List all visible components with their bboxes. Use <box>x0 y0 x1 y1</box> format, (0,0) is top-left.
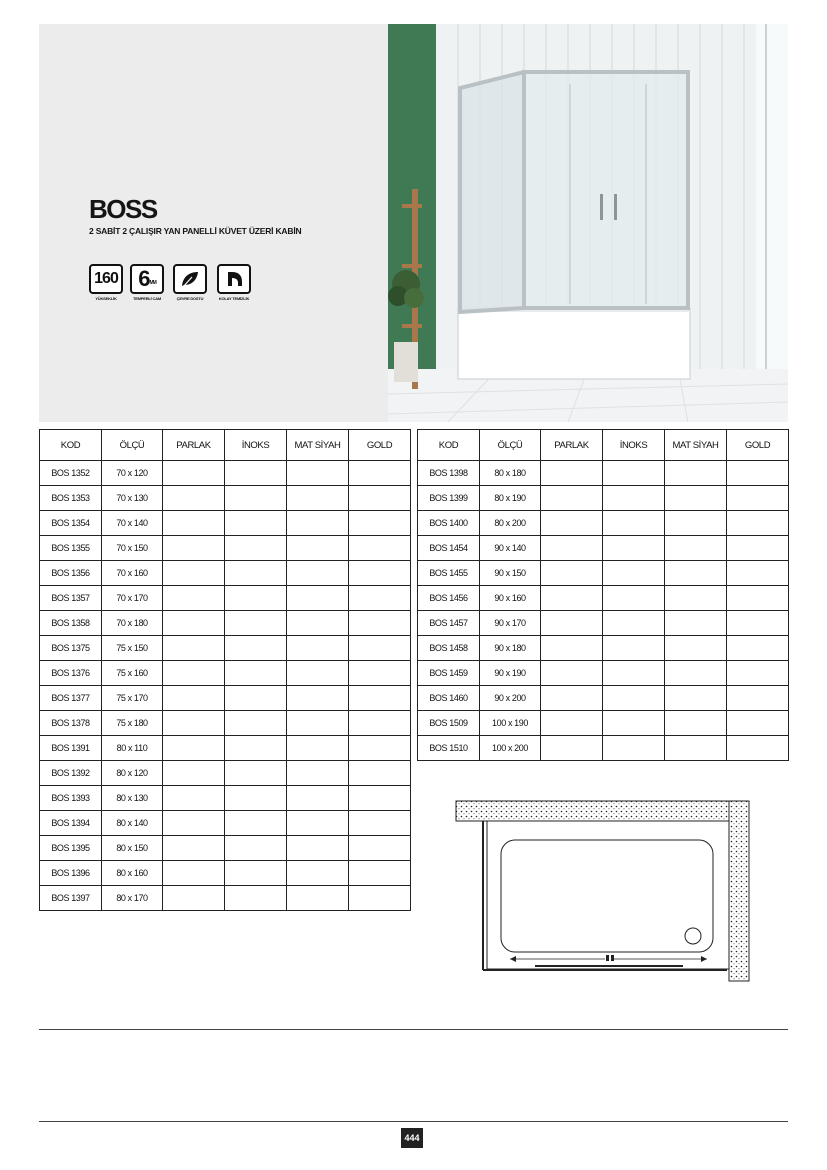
cell-gold <box>727 561 789 586</box>
table-row <box>40 586 411 611</box>
cell-olcu: 80 x 200 <box>480 511 541 536</box>
cell-gold <box>727 611 789 636</box>
table-row <box>418 661 789 686</box>
cell-olcu: 80 x 140 <box>102 811 163 836</box>
cell-olcu: 80 x 150 <box>102 836 163 861</box>
cell-gold <box>727 536 789 561</box>
cell-mat-siyah <box>287 611 349 636</box>
table-row <box>418 486 789 511</box>
cell-kod: BOS 1455 <box>418 561 480 586</box>
cell-parlak <box>541 561 603 586</box>
cell-parlak <box>163 611 225 636</box>
cell-kod: BOS 1395 <box>40 836 102 861</box>
cell-parlak <box>163 711 225 736</box>
cell-parlak <box>163 861 225 886</box>
cell-parlak <box>541 536 603 561</box>
cell-parlak <box>163 561 225 586</box>
cell-olcu: 80 x 110 <box>102 736 163 761</box>
cell-mat-siyah <box>665 461 727 486</box>
col-header-parlak: PARLAK <box>163 430 225 461</box>
cell-inoks <box>603 661 665 686</box>
cell-kod: BOS 1391 <box>40 736 102 761</box>
cell-olcu: 75 x 160 <box>102 661 163 686</box>
col-header-gold: GOLD <box>727 430 789 461</box>
table-row <box>418 686 789 711</box>
cell-parlak <box>163 836 225 861</box>
cell-parlak <box>163 486 225 511</box>
table-row <box>40 886 411 911</box>
product-title: BOSS <box>89 194 157 224</box>
cell-mat-siyah <box>287 861 349 886</box>
cell-gold <box>349 536 411 561</box>
cell-olcu: 80 x 130 <box>102 786 163 811</box>
table-row <box>40 461 411 486</box>
table-row <box>418 511 789 536</box>
cell-kod: BOS 1377 <box>40 686 102 711</box>
cell-gold <box>349 786 411 811</box>
cell-mat-siyah <box>287 511 349 536</box>
cell-gold <box>349 461 411 486</box>
col-header-olcu: ÖLÇÜ <box>480 430 541 461</box>
cell-mat-siyah <box>665 711 727 736</box>
cell-mat-siyah <box>665 636 727 661</box>
col-header-kod: KOD <box>40 430 102 461</box>
cell-parlak <box>163 661 225 686</box>
cell-kod: BOS 1357 <box>40 586 102 611</box>
cell-mat-siyah <box>287 761 349 786</box>
table-row <box>40 811 411 836</box>
cell-gold <box>727 461 789 486</box>
cell-kod: BOS 1356 <box>40 561 102 586</box>
cell-inoks <box>225 511 287 536</box>
cell-gold <box>727 686 789 711</box>
cell-gold <box>727 636 789 661</box>
badge-glass-unit: MM <box>149 280 156 286</box>
cell-kod: BOS 1376 <box>40 661 102 686</box>
cell-inoks <box>603 511 665 536</box>
cell-inoks <box>225 736 287 761</box>
cell-gold <box>349 861 411 886</box>
cell-mat-siyah <box>287 536 349 561</box>
cell-parlak <box>163 511 225 536</box>
cell-inoks <box>225 611 287 636</box>
cell-parlak <box>163 636 225 661</box>
badge-eco-caption: ÇEVRE DOSTU <box>176 296 204 301</box>
cell-inoks <box>603 561 665 586</box>
col-header-inoks: İNOKS <box>225 430 287 461</box>
cell-parlak <box>541 636 603 661</box>
cell-mat-siyah <box>287 736 349 761</box>
table-row <box>40 761 411 786</box>
cell-kod: BOS 1396 <box>40 861 102 886</box>
cell-olcu: 70 x 130 <box>102 486 163 511</box>
table-row <box>40 536 411 561</box>
table-row <box>40 661 411 686</box>
top-view-drawing <box>455 800 755 985</box>
cell-olcu: 80 x 170 <box>102 886 163 911</box>
cell-kod: BOS 1509 <box>418 711 480 736</box>
cell-mat-siyah <box>287 686 349 711</box>
cell-inoks <box>603 486 665 511</box>
table-row <box>40 836 411 861</box>
height-160-icon <box>89 264 123 304</box>
cell-mat-siyah <box>665 486 727 511</box>
cell-gold <box>349 811 411 836</box>
table-row <box>418 561 789 586</box>
cell-olcu: 80 x 160 <box>102 861 163 886</box>
cell-parlak <box>541 686 603 711</box>
cell-olcu: 70 x 170 <box>102 586 163 611</box>
cell-inoks <box>225 886 287 911</box>
cell-olcu: 70 x 180 <box>102 611 163 636</box>
cell-inoks <box>225 861 287 886</box>
cell-parlak <box>541 486 603 511</box>
cell-kod: BOS 1457 <box>418 611 480 636</box>
cell-parlak <box>163 536 225 561</box>
shower-cabin-illustration <box>388 24 788 422</box>
cell-olcu: 80 x 190 <box>480 486 541 511</box>
cell-kod: BOS 1352 <box>40 461 102 486</box>
cell-parlak <box>541 586 603 611</box>
cell-gold <box>349 611 411 636</box>
easy-clean-icon <box>217 264 251 304</box>
cell-inoks <box>225 761 287 786</box>
cell-mat-siyah <box>665 561 727 586</box>
cell-mat-siyah <box>287 461 349 486</box>
cell-gold <box>349 761 411 786</box>
table-row <box>40 736 411 761</box>
product-subtitle: 2 SABİT 2 ÇALIŞIR YAN PANELLİ KÜVET ÜZERİ KABİN <box>89 226 302 236</box>
cell-kod: BOS 1393 <box>40 786 102 811</box>
table-row <box>418 586 789 611</box>
cell-parlak <box>163 811 225 836</box>
cell-mat-siyah <box>287 886 349 911</box>
cell-kod: BOS 1398 <box>418 461 480 486</box>
table-row <box>418 636 789 661</box>
col-header-gold: GOLD <box>349 430 411 461</box>
cell-gold <box>727 711 789 736</box>
product-table-right <box>417 429 789 761</box>
cell-olcu: 75 x 170 <box>102 686 163 711</box>
cell-parlak <box>163 736 225 761</box>
cell-parlak <box>541 711 603 736</box>
table-row <box>40 611 411 636</box>
cell-inoks <box>225 586 287 611</box>
cell-inoks <box>225 661 287 686</box>
cell-kod: BOS 1378 <box>40 711 102 736</box>
cell-mat-siyah <box>665 686 727 711</box>
cell-kod: BOS 1456 <box>418 586 480 611</box>
cell-inoks <box>603 636 665 661</box>
cell-olcu: 90 x 200 <box>480 686 541 711</box>
cell-inoks <box>603 736 665 761</box>
cell-gold <box>349 661 411 686</box>
cell-inoks <box>225 836 287 861</box>
badge-glass-caption: TEMPERLİ CAM <box>132 296 162 301</box>
table-row <box>40 861 411 886</box>
cell-gold <box>349 886 411 911</box>
cell-inoks <box>225 486 287 511</box>
glass-6mm-icon <box>130 264 164 304</box>
table-row <box>40 561 411 586</box>
cell-kod: BOS 1397 <box>40 886 102 911</box>
table-row <box>418 536 789 561</box>
badge-height-caption: YÜKSEKLİK <box>95 296 117 301</box>
cell-inoks <box>225 636 287 661</box>
cell-gold <box>727 736 789 761</box>
leaf-icon <box>179 269 201 289</box>
cell-kod: BOS 1394 <box>40 811 102 836</box>
table-row <box>40 786 411 811</box>
col-header-inoks: İNOKS <box>603 430 665 461</box>
cell-parlak <box>163 586 225 611</box>
cell-inoks <box>225 686 287 711</box>
eco-leaf-icon <box>173 264 207 304</box>
cell-kod: BOS 1454 <box>418 536 480 561</box>
table-row <box>418 611 789 636</box>
cell-parlak <box>163 461 225 486</box>
cell-gold <box>727 661 789 686</box>
cell-mat-siyah <box>665 736 727 761</box>
cell-kod: BOS 1375 <box>40 636 102 661</box>
page-number: 444 <box>401 1128 423 1148</box>
cell-inoks <box>225 711 287 736</box>
cell-inoks <box>603 461 665 486</box>
cell-parlak <box>541 661 603 686</box>
cell-gold <box>727 511 789 536</box>
cell-inoks <box>603 536 665 561</box>
cell-olcu: 80 x 120 <box>102 761 163 786</box>
table-row <box>418 736 789 761</box>
cell-parlak <box>541 461 603 486</box>
cell-gold <box>349 711 411 736</box>
col-header-parlak: PARLAK <box>541 430 603 461</box>
cell-parlak <box>541 611 603 636</box>
cell-mat-siyah <box>287 561 349 586</box>
water-drop-icon <box>223 269 245 289</box>
cell-kod: BOS 1459 <box>418 661 480 686</box>
cell-gold <box>349 836 411 861</box>
cell-mat-siyah <box>287 836 349 861</box>
cell-gold <box>349 636 411 661</box>
cell-parlak <box>541 736 603 761</box>
cell-mat-siyah <box>665 611 727 636</box>
cell-olcu: 100 x 190 <box>480 711 541 736</box>
cell-mat-siyah <box>287 661 349 686</box>
col-header-mat-siyah: MAT SİYAH <box>287 430 349 461</box>
cell-olcu: 70 x 140 <box>102 511 163 536</box>
product-photo <box>388 24 788 422</box>
cell-inoks <box>603 686 665 711</box>
footer-rule-top <box>39 1029 788 1030</box>
cell-parlak <box>163 686 225 711</box>
cell-olcu: 90 x 180 <box>480 636 541 661</box>
cell-inoks <box>225 786 287 811</box>
cell-mat-siyah <box>287 711 349 736</box>
cell-inoks <box>603 611 665 636</box>
cell-mat-siyah <box>287 636 349 661</box>
cell-gold <box>349 561 411 586</box>
cell-gold <box>349 586 411 611</box>
table-row <box>40 686 411 711</box>
col-header-kod: KOD <box>418 430 480 461</box>
badge-glass-value: 6 <box>138 266 150 291</box>
cell-mat-siyah <box>287 786 349 811</box>
cell-kod: BOS 1399 <box>418 486 480 511</box>
table-row <box>40 636 411 661</box>
cell-olcu: 90 x 150 <box>480 561 541 586</box>
cell-kod: BOS 1358 <box>40 611 102 636</box>
cell-kod: BOS 1354 <box>40 511 102 536</box>
table-row <box>40 486 411 511</box>
cell-olcu: 90 x 140 <box>480 536 541 561</box>
cell-kod: BOS 1458 <box>418 636 480 661</box>
badge-clean-caption: KOLAY TEMİZLİK <box>218 296 250 301</box>
floor-plan-diagram <box>455 800 755 990</box>
cell-inoks <box>225 461 287 486</box>
cell-olcu: 90 x 160 <box>480 586 541 611</box>
cell-mat-siyah <box>665 661 727 686</box>
cell-gold <box>349 486 411 511</box>
cell-gold <box>349 736 411 761</box>
cell-inoks <box>603 711 665 736</box>
cell-mat-siyah <box>665 536 727 561</box>
cell-parlak <box>163 786 225 811</box>
badge-height-value: 160 <box>94 270 118 287</box>
cell-gold <box>727 586 789 611</box>
cell-mat-siyah <box>665 511 727 536</box>
table-header-row <box>418 430 789 461</box>
footer-rule-bottom <box>39 1121 788 1122</box>
cell-kod: BOS 1355 <box>40 536 102 561</box>
cell-gold <box>349 686 411 711</box>
cell-olcu: 75 x 180 <box>102 711 163 736</box>
col-header-mat-siyah: MAT SİYAH <box>665 430 727 461</box>
cell-kod: BOS 1460 <box>418 686 480 711</box>
cell-olcu: 90 x 170 <box>480 611 541 636</box>
cell-inoks <box>225 561 287 586</box>
cell-kod: BOS 1400 <box>418 511 480 536</box>
cell-kod: BOS 1510 <box>418 736 480 761</box>
cell-mat-siyah <box>287 486 349 511</box>
cell-inoks <box>603 586 665 611</box>
cell-olcu: 70 x 120 <box>102 461 163 486</box>
cell-parlak <box>163 761 225 786</box>
cell-olcu: 70 x 160 <box>102 561 163 586</box>
cell-parlak <box>163 886 225 911</box>
cell-kod: BOS 1353 <box>40 486 102 511</box>
cell-mat-siyah <box>287 811 349 836</box>
table-row <box>418 461 789 486</box>
table-row <box>418 711 789 736</box>
cell-mat-siyah <box>665 586 727 611</box>
cell-mat-siyah <box>287 586 349 611</box>
cell-olcu: 75 x 150 <box>102 636 163 661</box>
cell-inoks <box>225 536 287 561</box>
cell-olcu: 90 x 190 <box>480 661 541 686</box>
table-header-row <box>40 430 411 461</box>
table-row <box>40 511 411 536</box>
col-header-olcu: ÖLÇÜ <box>102 430 163 461</box>
cell-gold <box>727 486 789 511</box>
cell-inoks <box>225 811 287 836</box>
cell-gold <box>349 511 411 536</box>
cell-kod: BOS 1392 <box>40 761 102 786</box>
cell-olcu: 80 x 180 <box>480 461 541 486</box>
cell-olcu: 100 x 200 <box>480 736 541 761</box>
cell-olcu: 70 x 150 <box>102 536 163 561</box>
cell-parlak <box>541 511 603 536</box>
table-row <box>40 711 411 736</box>
product-table-left <box>39 429 411 911</box>
